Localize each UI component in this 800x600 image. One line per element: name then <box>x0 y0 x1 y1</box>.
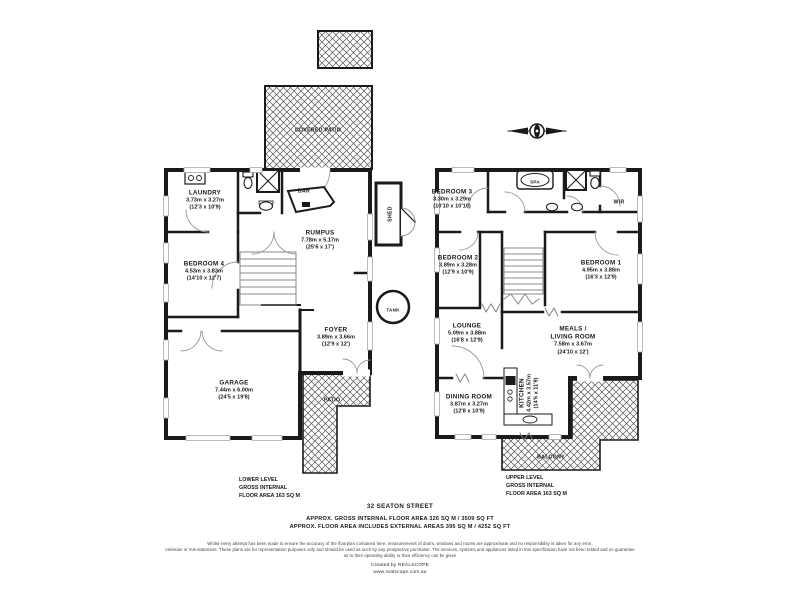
bedroom1-label: BEDROOM 1 4.95m x 3.88m (16'3 x 12'9) <box>580 259 622 282</box>
balcony-label: BALCONY <box>537 454 565 461</box>
garage-label: GARAGE 7.44m x 6.00m (24'5 x 19'8) <box>215 379 253 402</box>
bedroom3-label: BEDROOM 3 3.30m x 3.29m (10'10 x 10'10) <box>431 188 473 211</box>
top-hatch-block <box>318 31 372 68</box>
address: 32 SEATON STREET <box>366 503 434 510</box>
area-summary-line1: APPROX. GROSS INTERNAL FLOOR AREA 326 SQ M / 3509 SQ FT <box>306 516 494 522</box>
tank-label: TANK <box>386 307 400 313</box>
patio-label: PATIO <box>323 397 341 404</box>
disclaimer-line2: omission or mis-statement. These plans are for representation purposes only and should be used as such by any prospective purchaser. The services, systems and appliances listed in this specification have not been tested and no guarantee <box>165 547 635 552</box>
bedroom4-label: BEDROOM 4 4.53m x 3.83m (14'10 x 12'7) <box>183 260 225 283</box>
website: www.realscope.com.au <box>373 570 427 575</box>
lower-level-area-label: LOWER LEVEL GROSS INTERNAL FLOOR AREA 163 SQ M <box>239 477 301 499</box>
lounge-label: LOUNGE 5.09m x 3.88m (16'8 x 12'9) <box>448 322 486 345</box>
foyer-label: FOYER 3.89m x 3.66m (12'9 x 12') <box>317 326 355 349</box>
dining-label: DINING ROOM 3.87m x 3.27m (12'8 x 10'9) <box>445 393 493 416</box>
rumpus-label: RUMPUS 7.78m x 5.17m (25'6 x 17') <box>301 229 339 252</box>
credit: Created by REALSCOPE <box>370 563 430 568</box>
disclaimer-line1: Whilst every attempt has been made to ensure the accuracy of the floorplan contained here, measurements of doors, windows and rooms are approximate and no responsibility is taken for any error, <box>207 541 593 546</box>
upper-level-area-label: UPPER LEVEL GROSS INTERNAL FLOOR AREA 163 SQ M <box>506 475 568 497</box>
shed-label: SHED <box>387 206 394 222</box>
meals-living-label: MEALS / LIVING ROOM 7.58m x 3.67m (24'10 x 12') <box>550 325 596 356</box>
compass-icon <box>508 124 566 138</box>
bedroom2-label: BEDROOM 2 3.89m x 3.28m (12'9 x 10'9) <box>437 254 479 277</box>
bar-label: BAR <box>297 188 311 195</box>
kitchen-label: KITCHEN 4.42m x 3.57m (14'6 x 11'9) <box>518 374 541 412</box>
covered-patio-label: COVERED PATIO <box>294 127 342 134</box>
area-summary-line2: APPROX. FLOOR AREA INCLUDES EXTERNAL AREAS 395 SQ M / 4252 SQ FT <box>289 524 511 530</box>
laundry-label: LAUNDRY 3.73m x 3.27m (12'3 x 10'9) <box>186 189 224 212</box>
spa-label: SPA <box>530 179 540 185</box>
disclaimer-line3: as to their operating ability or their efficiency can be given <box>343 553 457 558</box>
wir-label: WIR <box>613 199 625 206</box>
laundry-fixtures <box>185 172 205 184</box>
lower-plan-linework <box>164 31 416 473</box>
